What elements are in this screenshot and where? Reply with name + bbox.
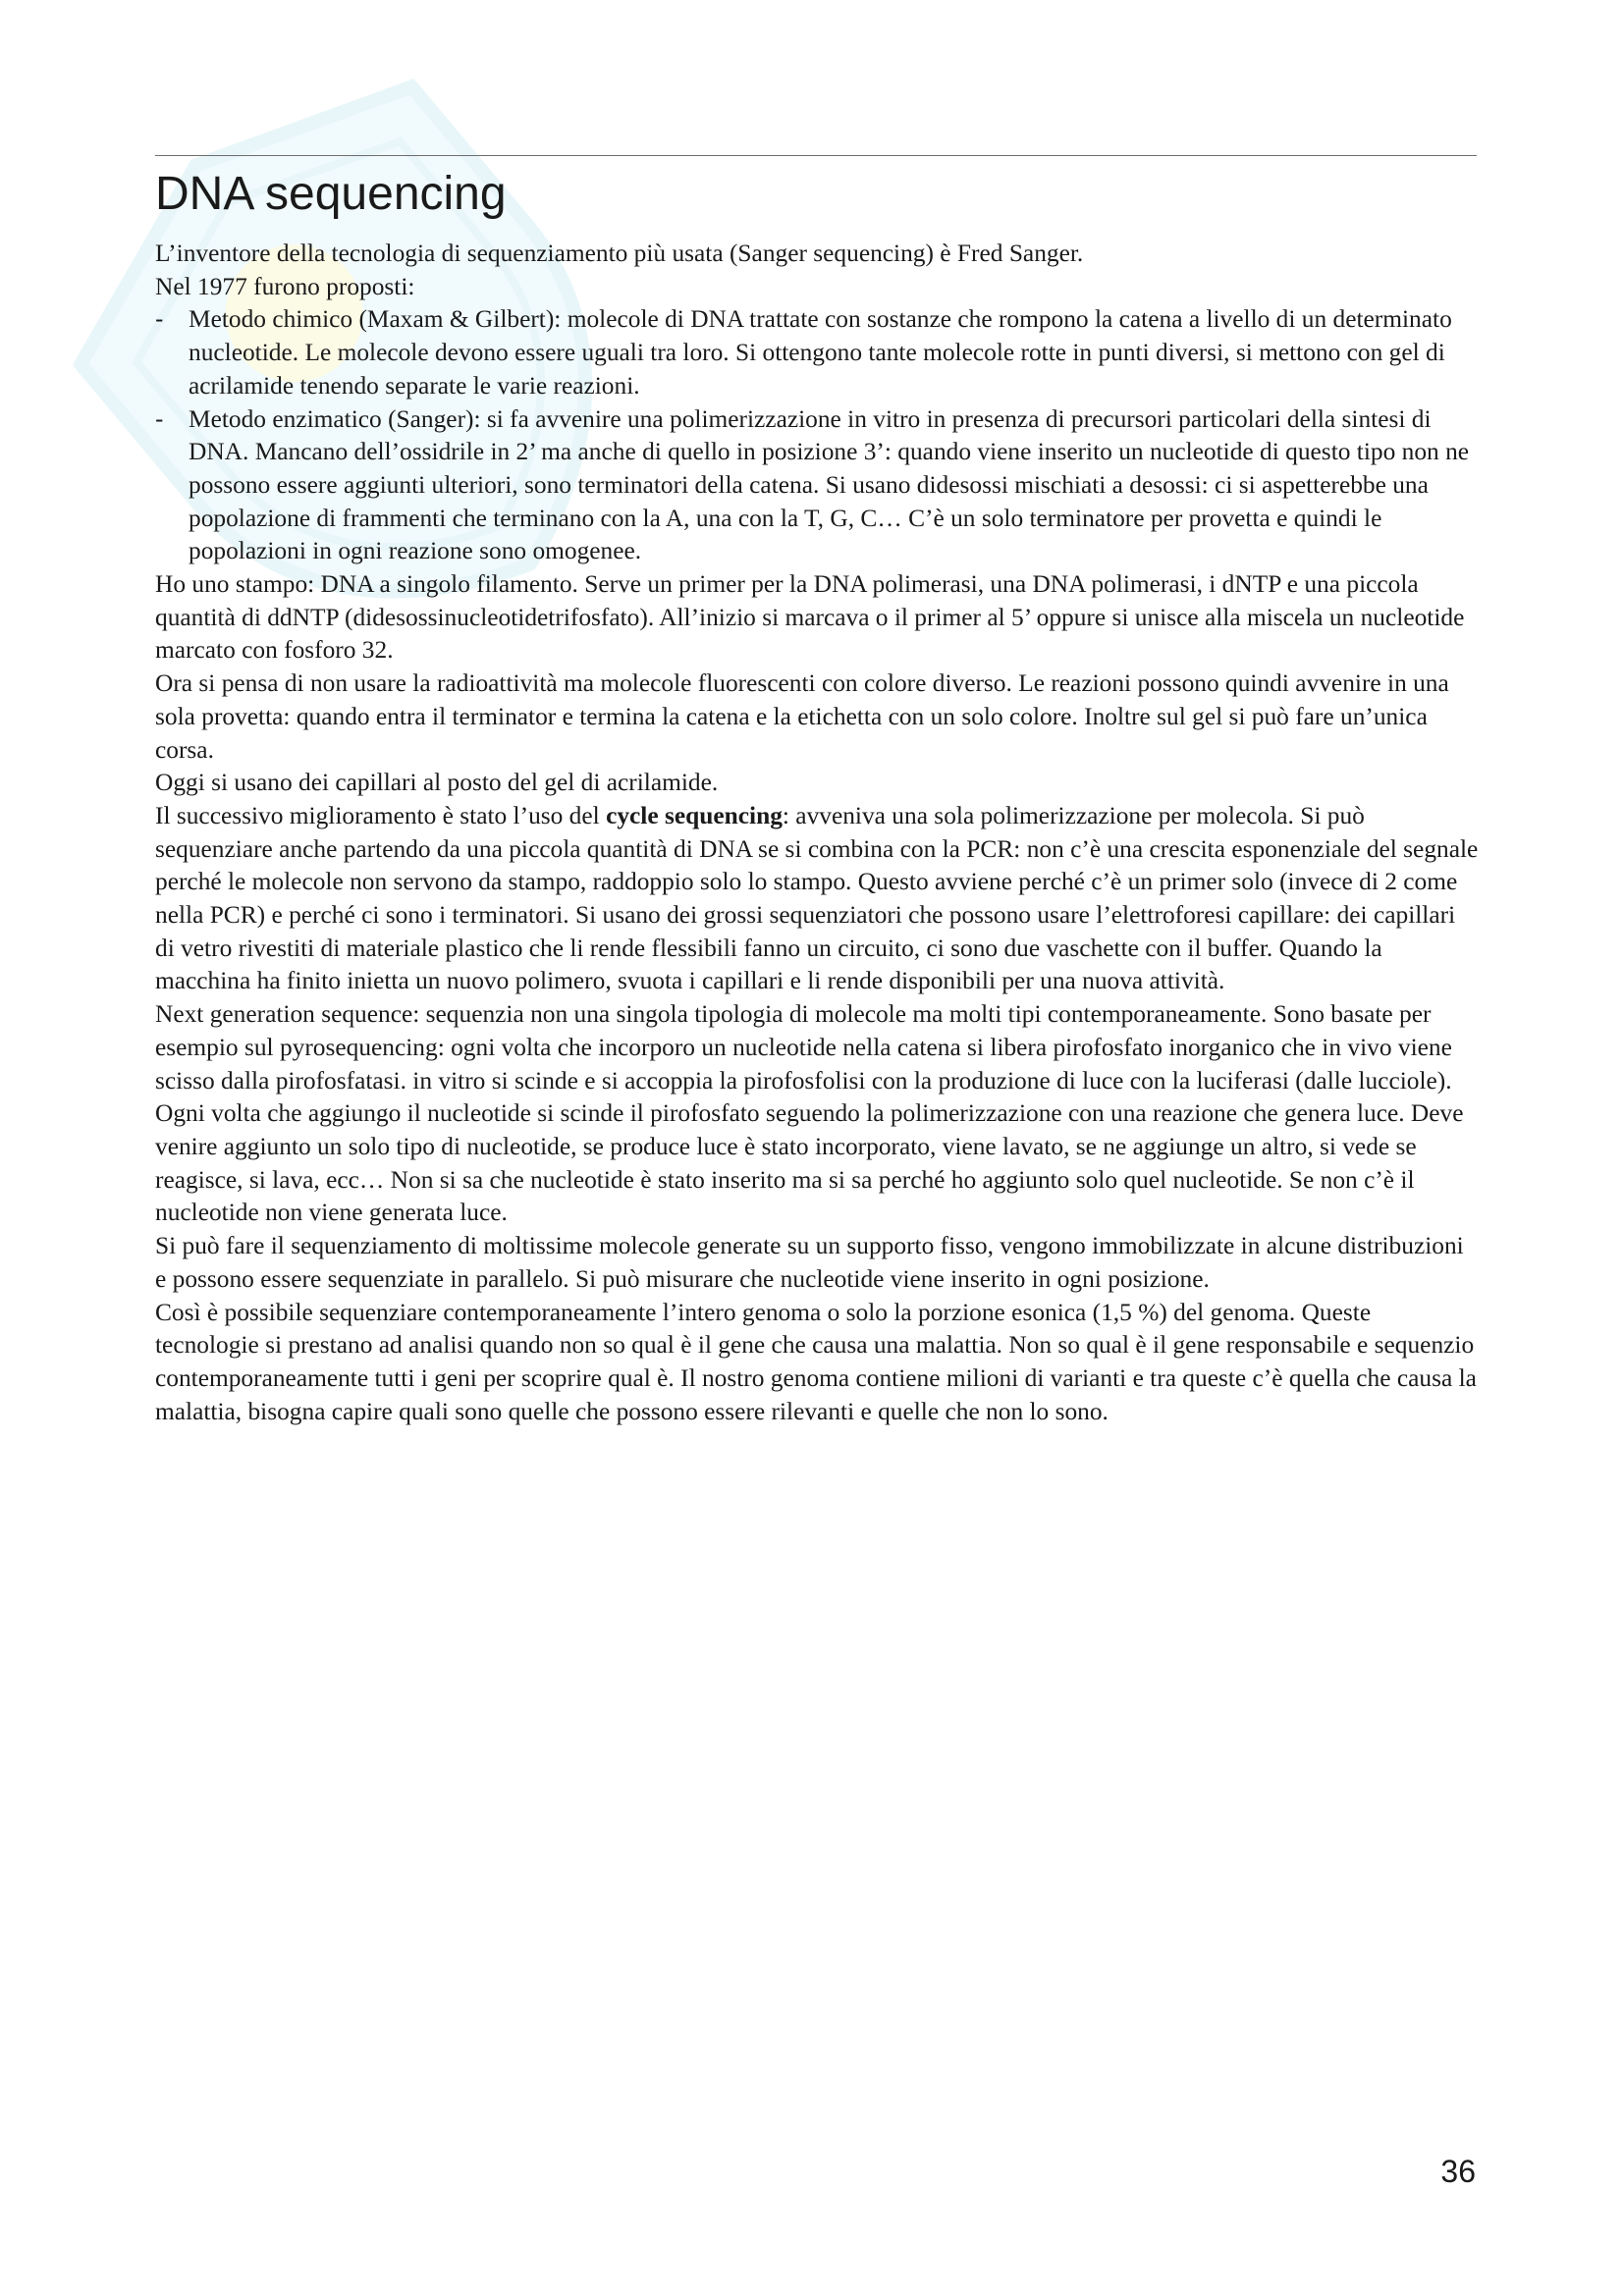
list-item-text: Metodo chimico (Maxam & Gilbert): molecole di DNA trattate con sostanze che rompono la catena a livello di un determinato nucleotide. Le molecole devono essere uguali tra loro. Si ottengono tante molecole rotte in punti diversi, si mettono con gel di acrilamide tenendo separate le varie reazioni.	[189, 305, 1452, 400]
methods-list	[155, 303, 1479, 568]
document-body	[155, 238, 1479, 1428]
text-run: Il successivo miglioramento è stato l’uso del	[155, 801, 607, 829]
paragraph: Oggi si usano dei capillari al posto del gel di acrilamide.	[155, 769, 719, 797]
page-number: 36	[1440, 2154, 1476, 2189]
bold-term: cycle sequencing	[606, 801, 783, 829]
intro-line: Nel 1977 furono proposti:	[155, 272, 415, 300]
paragraph: Ora si pensa di non usare la radioattività ma molecole fluorescenti con colore diverso. Le reazioni possono quindi avvenire in una sola provetta: quando entra il terminator e termina la catena e la etichetta con un solo colore. Inoltre sul gel si può fare un’unica corsa.	[155, 669, 1449, 764]
header-rule	[155, 155, 1477, 156]
paragraph: Così è possibile sequenziare contemporaneamente l’intero genoma o solo la porzione esonica (1,5 %) del genoma. Queste tecnologie si prestano ad analisi quando non so qual è il gene che causa una malattia. Non so qual è il gene responsabile e sequenzio contemporaneamente tutti i geni per scoprire qual è. Il nostro genoma contiene milioni di varianti e tra queste c’è quella che causa la malattia, bisogna capire quali sono quelle che possono essere rilevanti e quelle che non lo sono.	[155, 1298, 1477, 1425]
list-item	[155, 303, 1479, 402]
text-run: : avveniva una sola polimerizzazione per molecola. Si può sequenziare anche partendo da una piccola quantità di DNA se si combina con la PCR: non c’è una crescita esponenziale del segnale perché le molecole non servono da stampo, raddoppio solo lo stampo. Questo avviene perché c’è un primer solo (invece di 2 come nella PCR) e perché ci sono i terminatori. Si usano dei grossi sequenziatori che possono usare l’elettroforesi capillare: dei capillari di vetro rivestiti di materiale plastico che li rende flessibili fanno un circuito, ci sono due vaschette con il buffer. Quando la macchina ha finito inietta un nuovo polimero, svuota i capillari e li rende disponibili per una nuova attività.	[155, 801, 1479, 995]
list-bullet: -	[155, 404, 164, 433]
list-item-text: Metodo enzimatico (Sanger): si fa avvenire una polimerizzazione in vitro in presenza di precursori particolari della sintesi di DNA. Mancano dell’ossidrile in 2’ ma anche di quello in posizione 3’: quando viene inserito un nucleotide di questo tipo non ne possono essere aggiunti ulteriori, sono terminatori della catena. Si usano didesossi mischiati a desossi: ci si aspetterebbe una popolazione di frammenti che terminano con la A, una con la T, G, C… C’è un solo terminatore per provetta e quindi le popolazioni in ogni reazione sono omogenee.	[189, 404, 1470, 565]
paragraph: Ho uno stampo: DNA a singolo filamento. Serve un primer per la DNA polimerasi, una DNA polimerasi, i dNTP e una piccola quantità di ddNTP (didesossinucleotidetrifosfato). All’inizio si marcava o il primer al 5’ oppure si unisce alla miscela un nucleotide marcato con fosforo 32.	[155, 570, 1465, 665]
paragraph-cycle-sequencing	[155, 800, 1479, 998]
paragraph: Next generation sequence: sequenzia non una singola tipologia di molecole ma molti tipi contemporaneamente. Sono basate per esempio sul pyrosequencing: ogni volta che incorporo un nucleotide nella catena si libera pirofosfato inorganico che in vivo viene scisso dalla pirofosfatasi. in vitro si scinde e si accoppia la pirofosfolisi con la produzione di luce con la luciferasi (dalle lucciole). Ogni volta che aggiungo il nucleotide si scinde il pirofosfato seguendo la polimerizzazione con una reazione che genera luce. Deve venire aggiunto un solo tipo di nucleotide, se produce luce è stato incorporato, viene lavato, se ne aggiunge un altro, si vede se reagisce, si lava, ecc… Non si sa che nucleotide è stato inserito ma si sa perché ho aggiunto solo quel nucleotide. Se non c’è il nucleotide non viene generata luce.	[155, 1000, 1464, 1227]
list-bullet: -	[155, 305, 164, 334]
intro-line: L’inventore della tecnologia di sequenziamento più usata (Sanger sequencing) è Fred Sanger.	[155, 240, 1084, 267]
list-item	[155, 403, 1479, 569]
page-title: DNA sequencing	[155, 168, 507, 220]
paragraph: Si può fare il sequenziamento di moltissime molecole generate su un supporto fisso, vengono immobilizzate in alcune distribuzioni e possono essere sequenziate in parallelo. Si può misurare che nucleotide viene inserito in ogni posizione.	[155, 1232, 1464, 1293]
